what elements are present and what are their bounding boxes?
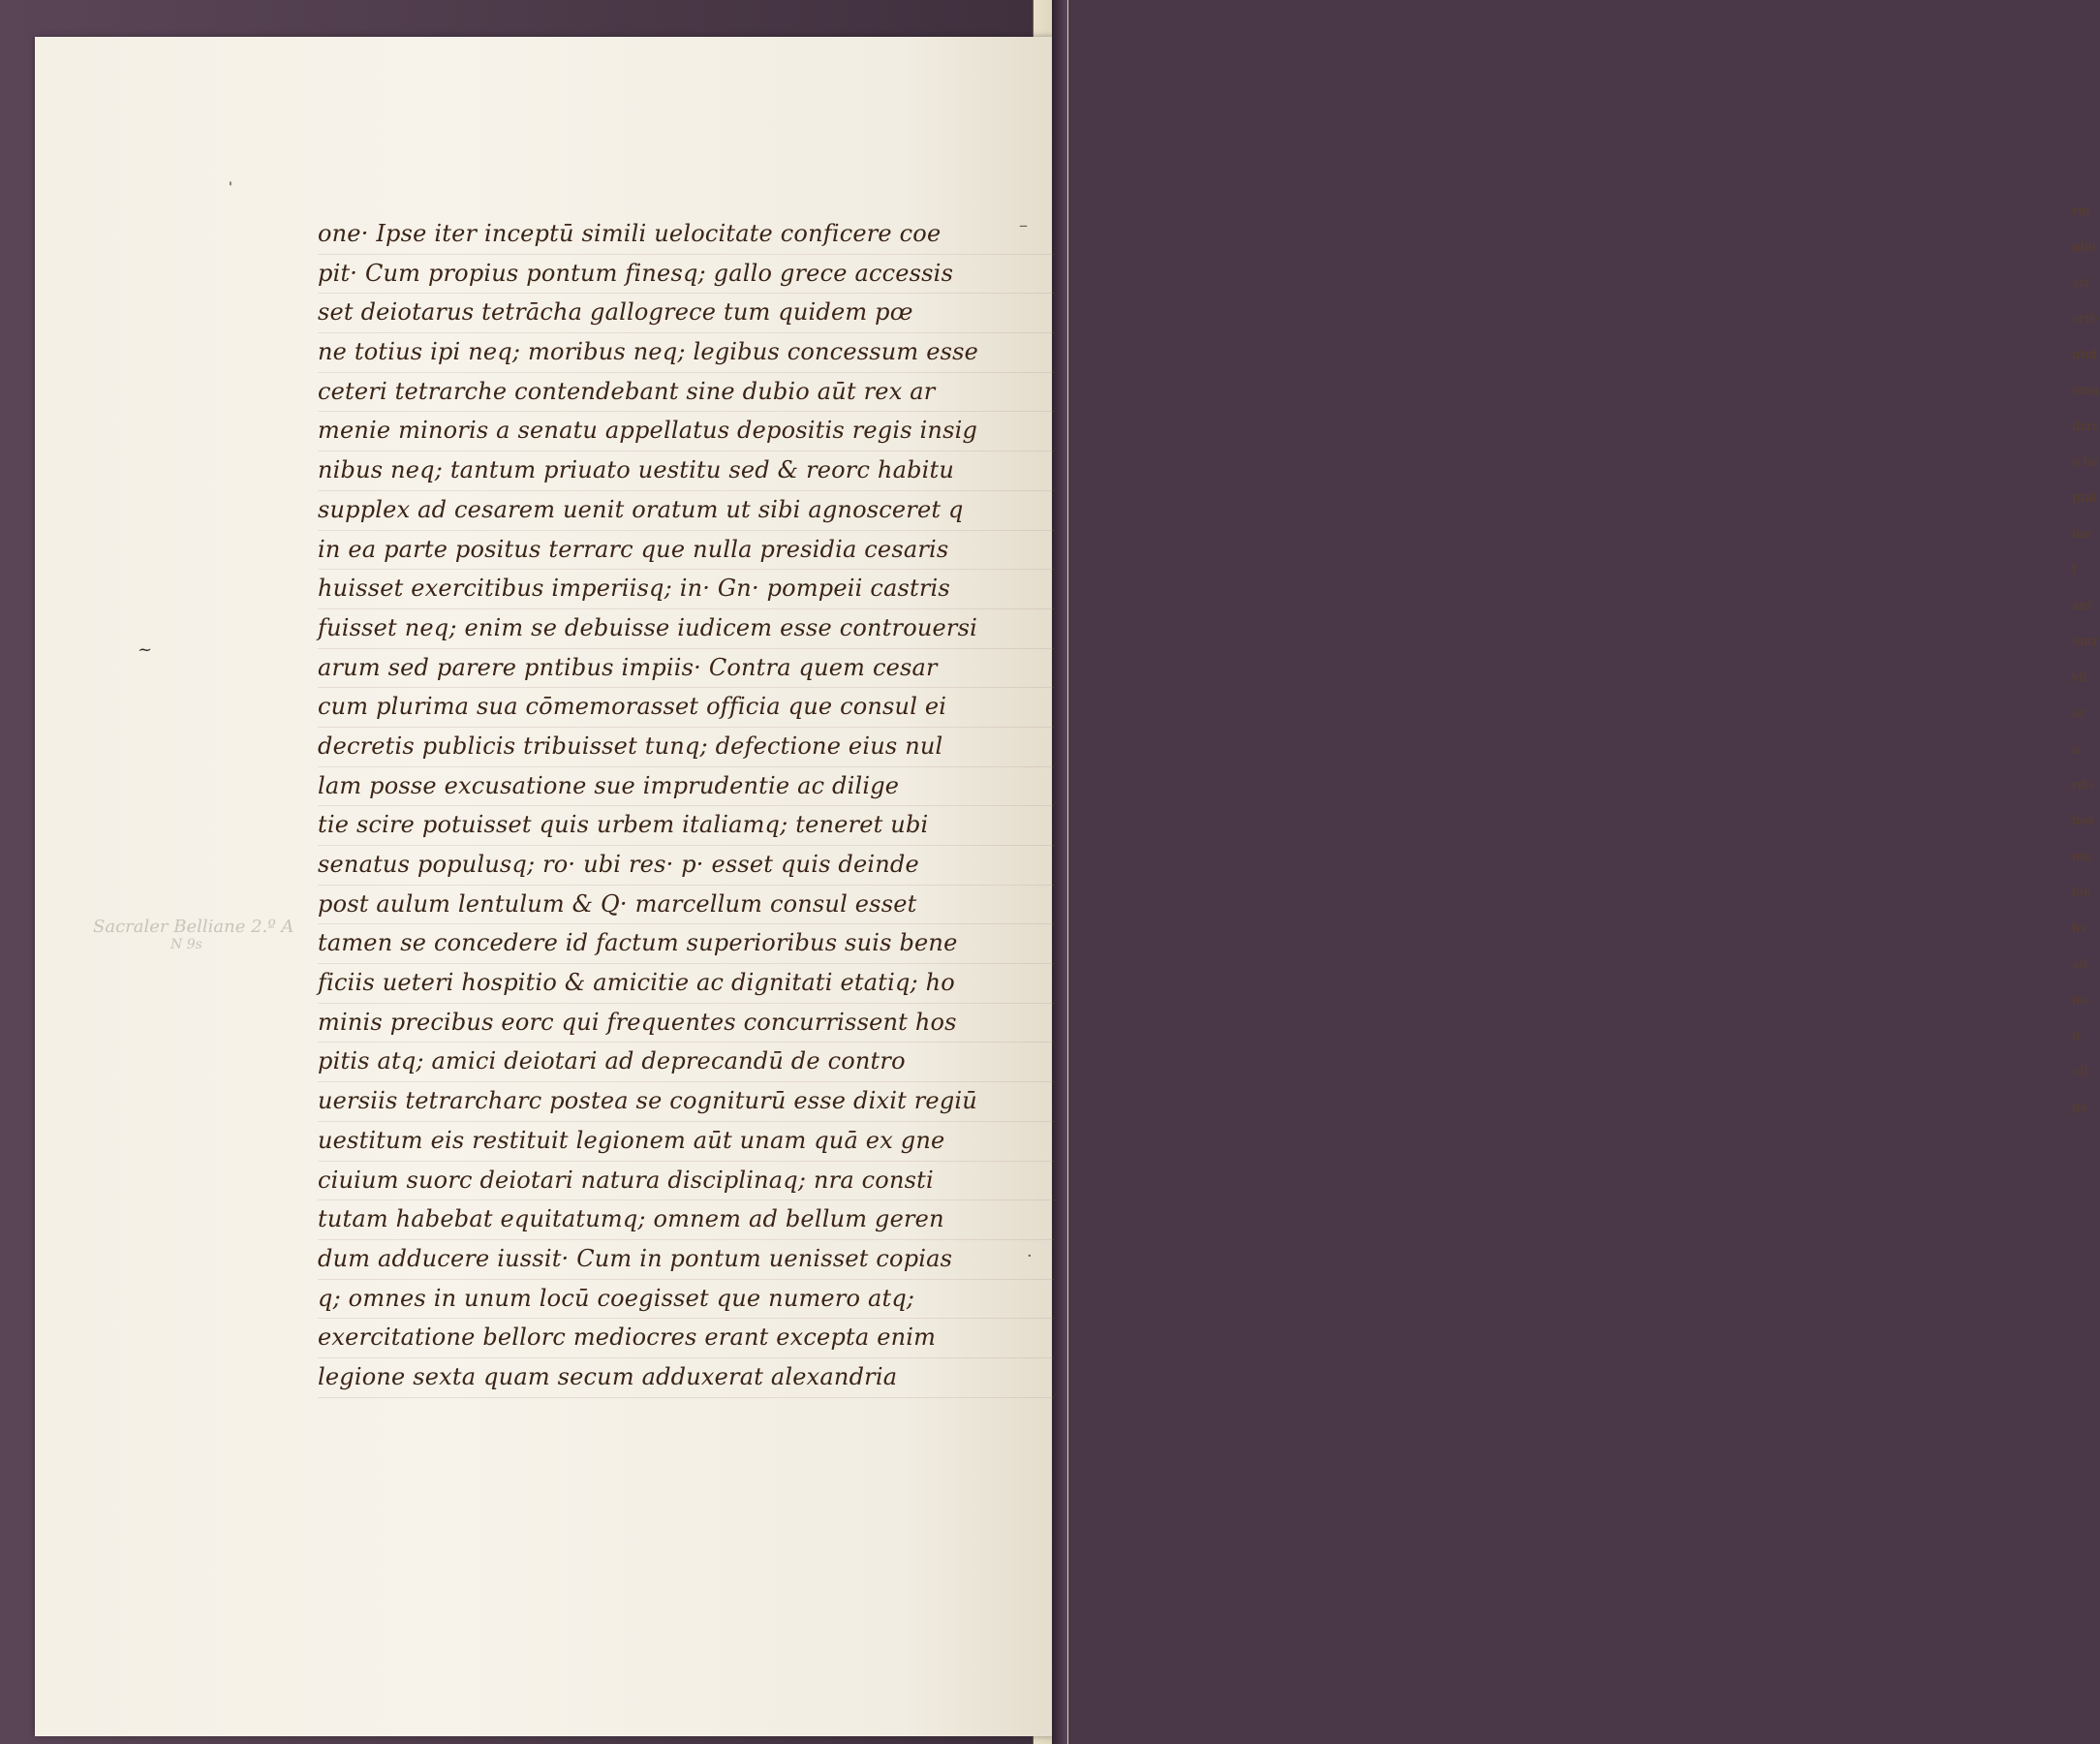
text-line: one· Ipse iter inceptū simili uelocitate conficere coe: [318, 215, 1054, 255]
text-line: supplex ad cesarem uenit oratum ut sibi agnosceret q: [318, 491, 1054, 531]
facing-page-fragment: ati: [2072, 276, 2089, 291]
text-line: dum adducere iussit· Cum in pontum uenisset copias: [318, 1240, 1054, 1280]
facing-page-fragment: ac: [2072, 706, 2087, 721]
facing-page-fragment: mu: [2072, 850, 2092, 864]
text-line: ceteri tetrarche contendebant sine dubio aūt rex ar: [318, 373, 1054, 413]
facing-page-text: [2072, 194, 2099, 1126]
facing-page-fragment: ptal: [2072, 491, 2097, 506]
text-line: tamen se concedere id factum superioribus suis bene: [318, 924, 1054, 964]
text-line: tutam habebat equitatumq; omnem ad bellum geren: [318, 1200, 1054, 1240]
facing-page-fragment: ontr: [2072, 635, 2099, 649]
text-line: arum sed parere pntibus impiis· Contra quem cesar: [318, 649, 1054, 689]
facing-page-fragment: arib: [2072, 312, 2098, 327]
facing-page-fragment: yb: [2072, 670, 2087, 685]
facing-page-fragment: ne: [2072, 993, 2088, 1008]
facing-page-fragment: rdo: [2072, 778, 2094, 793]
facing-page-fragment: hs: [2072, 921, 2087, 936]
facing-page-fragment: f: [2072, 563, 2077, 577]
binding-gutter: [1052, 0, 1067, 1744]
facing-page-fragment: lou: [2072, 886, 2092, 900]
facing-page-fragment: a: [2072, 742, 2080, 757]
text-line: menie minoris a senatu appellatus depositis regis insig: [318, 412, 1054, 452]
text-line: decretis publicis tribuisset tunq; defectione eius nul: [318, 728, 1054, 767]
line-marker: –: [1019, 215, 1028, 235]
text-line: post aulum lentulum & Q· marcellum consul esset: [318, 886, 1054, 925]
text-line: minis precibus eorc qui frequentes concurrissent hos: [318, 1004, 1054, 1043]
text-line: set deiotarus tetrācha gallogrece tum quidem pœ: [318, 294, 1054, 333]
text-line: tie scire potuisset quis urbem italiamq; teneret ubi: [318, 806, 1054, 846]
text-line: q; omnes in unum locū coegisset que numero atq;: [318, 1280, 1054, 1320]
manuscript-text-block: [318, 215, 1054, 1398]
facing-page-fragment: e he: [2072, 455, 2099, 470]
facing-page-fragment: hos: [2072, 814, 2094, 828]
facing-page-fragment: ant: [2072, 599, 2093, 613]
margin-note-line-2: N 9s: [170, 937, 202, 952]
text-line: ficiis ueteri hospitio & amicitie ac dignitati etatiq; ho: [318, 964, 1054, 1004]
ink-blot: ~: [138, 639, 153, 660]
ink-speck: ': [229, 180, 232, 196]
facing-page-fragment: dsrc: [2072, 420, 2100, 434]
margin-note-line-1: Sacraler Belliane 2.º A: [93, 917, 294, 937]
text-line: ne totius ipi neq; moribus neq; legibus concessum esse: [318, 333, 1054, 373]
text-line: exercitatione bellorc mediocres erant excepta enim: [318, 1319, 1054, 1358]
text-line: cum plurima sua cōmemorasset officia que consul ei: [318, 688, 1054, 728]
text-line: senatus populusq; ro· ubi res· p· esset quis deinde: [318, 846, 1054, 886]
pencil-margin-note: [93, 917, 293, 952]
facing-page-fragment: ius: [2072, 527, 2091, 542]
text-line: uestitum eis restituit legionem aūt unam quā ex gne: [318, 1122, 1054, 1162]
text-line: fuisset neq; enim se debuisse iudicem esse controuersi: [318, 609, 1054, 649]
text-line: in ea parte positus terrarc que nulla presidia cesaris: [318, 531, 1054, 571]
text-line: pit· Cum propius pontum finesq; gallo grece accessis: [318, 255, 1054, 295]
text-line: huisset exercitibus imperiisq; in· Gn· pompeii castris: [318, 570, 1054, 609]
facing-page-fragment: rm: [2072, 204, 2090, 219]
text-line: nibus neq; tantum priuato uestitu sed & reorc habitu: [318, 452, 1054, 491]
text-line: legione sexta quam secum adduxerat alexandria: [318, 1358, 1054, 1398]
facing-page-fragment: oll: [2072, 1065, 2088, 1079]
text-line: lam posse excusatione sue imprudentie ac dilige: [318, 767, 1054, 807]
facing-page-fragment: ad: [2072, 957, 2088, 972]
facing-page-fragment: ema: [2072, 384, 2099, 398]
facing-page-fragment: pe: [2072, 1101, 2088, 1115]
facing-page-fragment: ntef: [2072, 348, 2098, 362]
facing-page-fragment: nbu: [2072, 240, 2097, 255]
text-line: ciuium suorc deiotari natura disciplinaq; nra consti: [318, 1162, 1054, 1201]
text-line: uersiis tetrarcharc postea se cogniturū esse dixit regiū: [318, 1082, 1054, 1122]
text-line: pitis atq; amici deiotari ad deprecandū de contro: [318, 1043, 1054, 1082]
facing-page-fragment: ir: [2072, 1029, 2083, 1043]
line-marker: ·: [1027, 1246, 1033, 1266]
